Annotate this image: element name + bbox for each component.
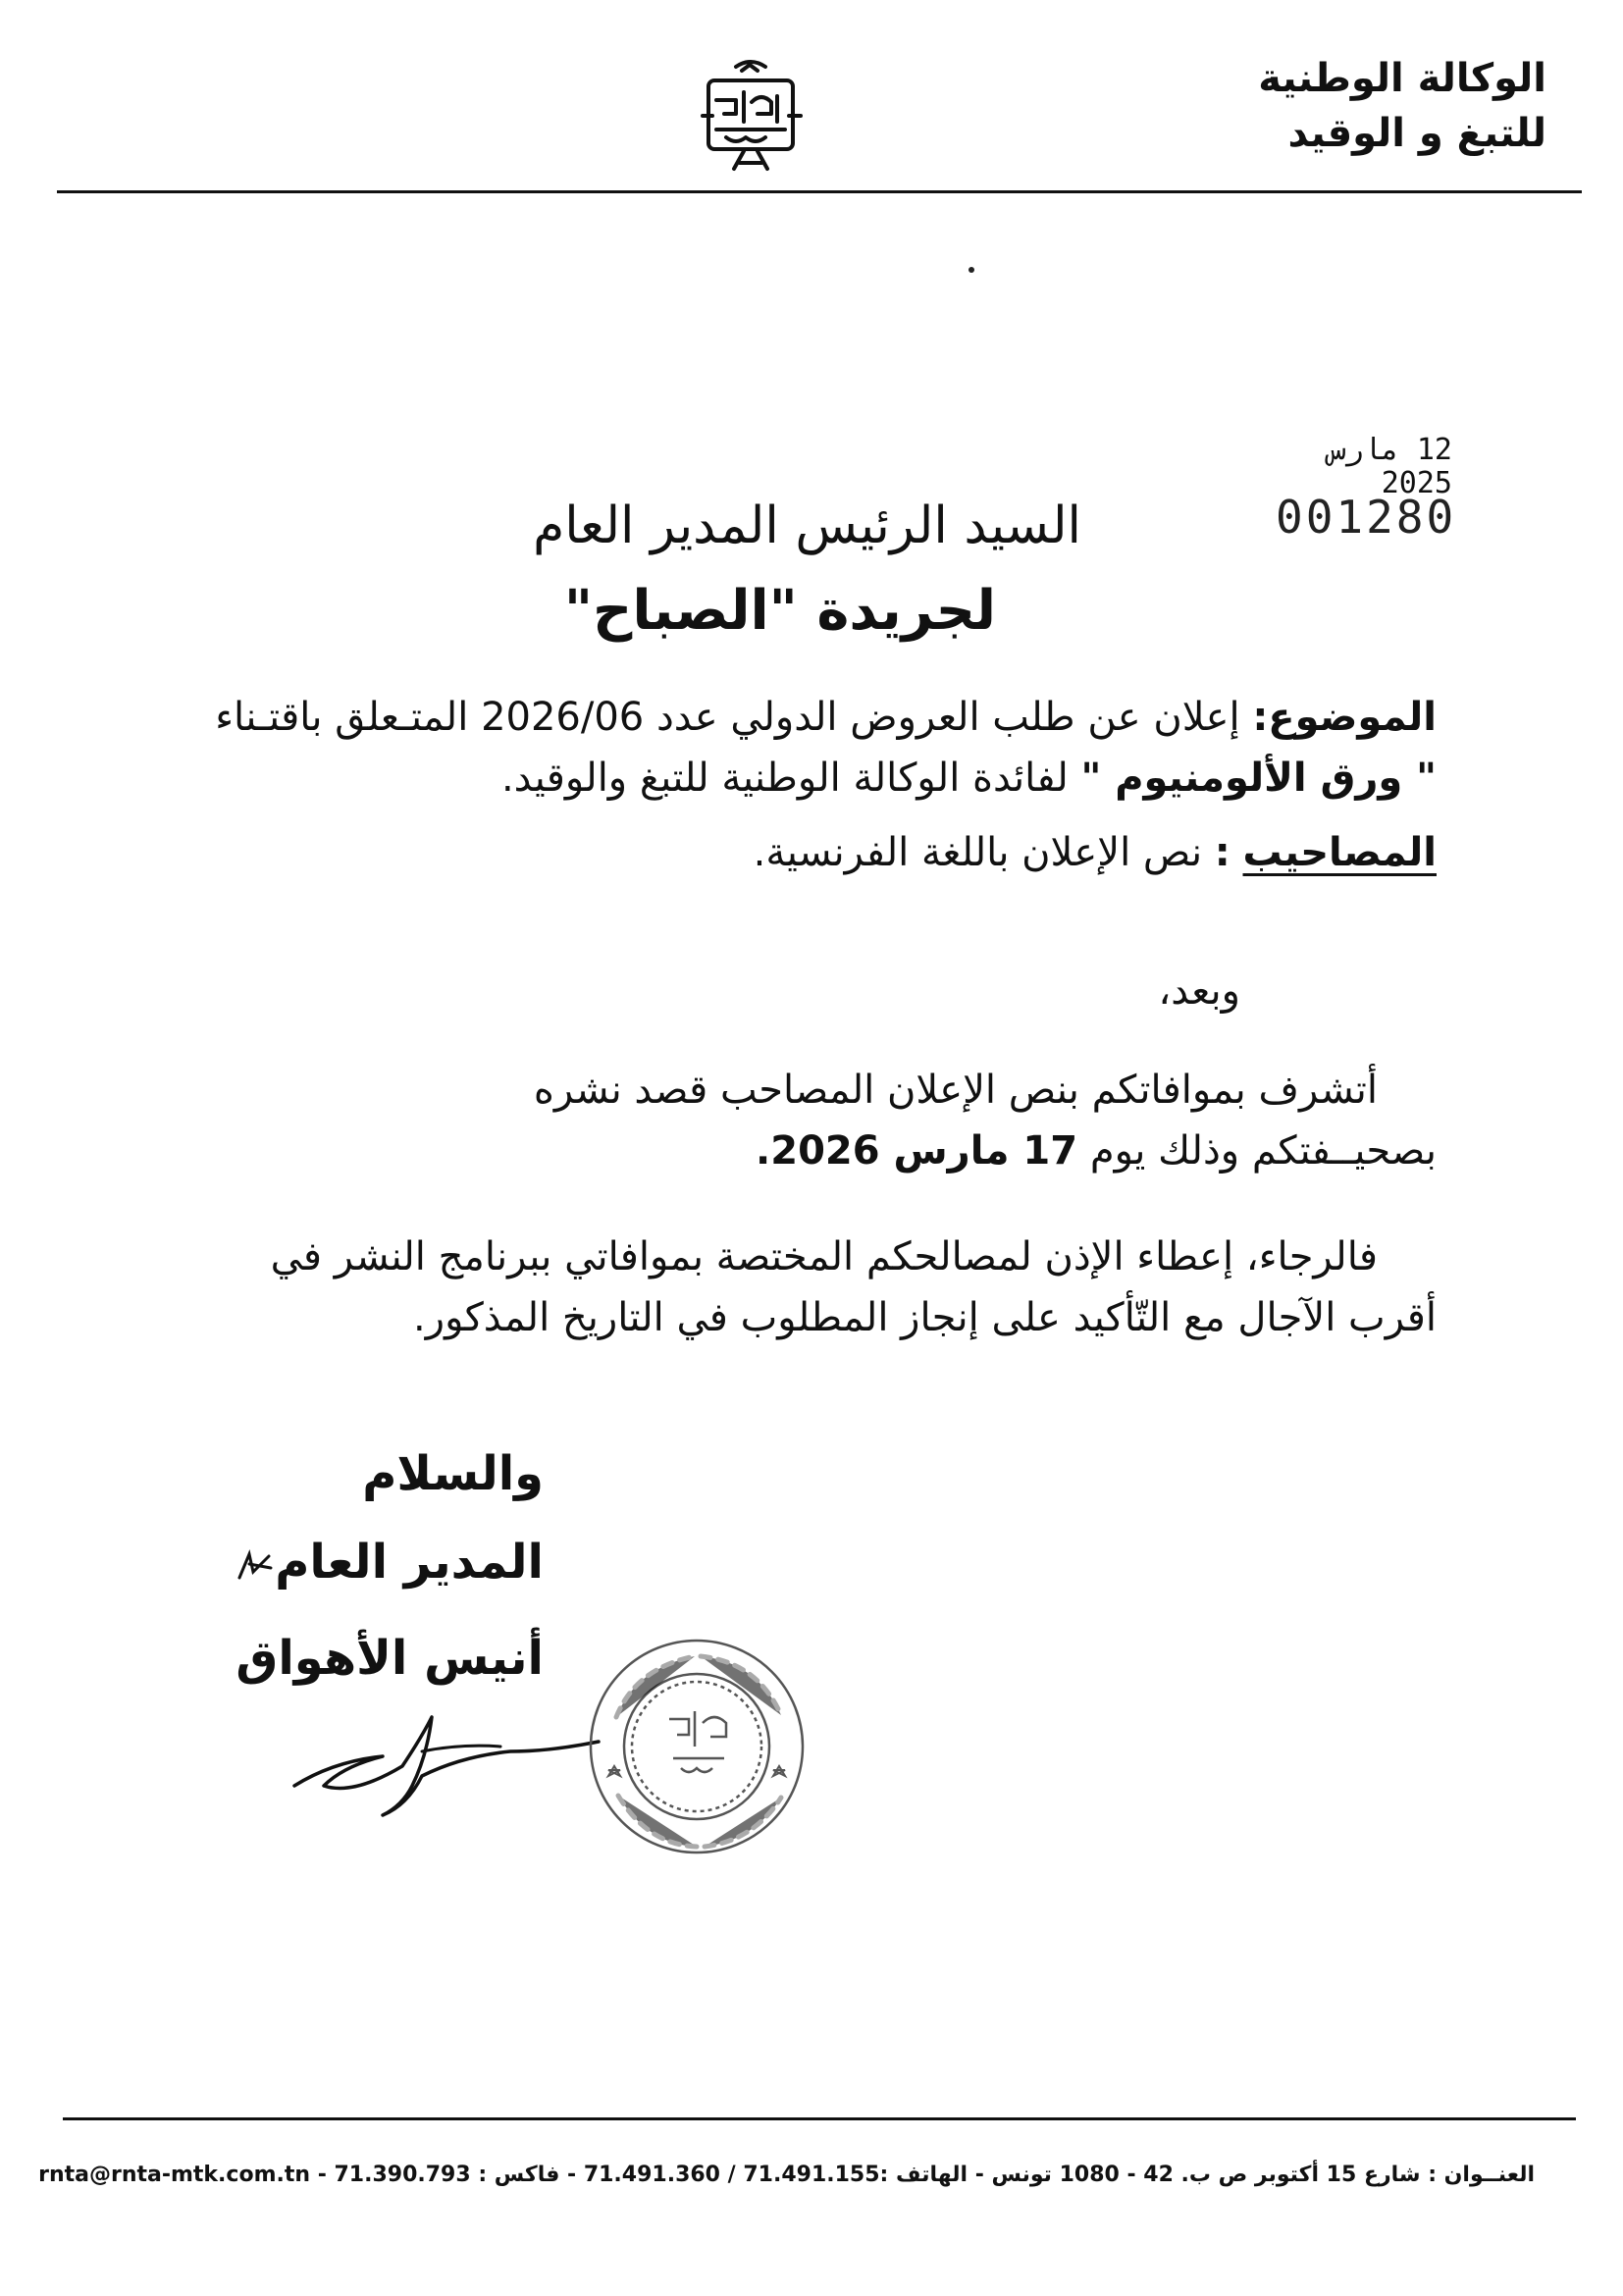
body-p2-line2: أقرب الآجال مع التّأكيد على إنجاز المطلوب في التاريخ المذكور. [413, 1295, 1437, 1340]
publication-date: 17 مارس 2026. [756, 1128, 1078, 1174]
subject-label: الموضوع: [1252, 695, 1437, 740]
signatory-title-text: المدير العام [275, 1535, 544, 1590]
speck-mark [969, 267, 974, 273]
attachments-line [181, 822, 1437, 883]
attachments-label: المصاحيب [1242, 830, 1437, 875]
attachments-separator: : [1214, 830, 1230, 875]
organization-name-line2: للتبغ و الوقيد [1287, 111, 1546, 156]
subject-line2 [181, 748, 1437, 809]
body-p1-line2-text: بصحيــفتكم وذلك يوم [1089, 1128, 1437, 1174]
organization-name-line1: الوكالة الوطنية [1258, 56, 1546, 101]
footer-address: العنــوان : شارع 15 أكتوبر ص ب. 42 - 1080 تونس - الهاتف :71.491.155 / 71.491.360 - فاكس : 71.390.793 - rnta@rnta-mtk.com.tn [38, 2163, 1535, 2187]
subject-line1 [181, 687, 1437, 748]
subject-text-line1: إعلان عن طلب العروض الدولي عدد 2026/06 المتـعلق باقتـناء [215, 695, 1240, 740]
addressee-newspaper: لجريدة "الصباح" [563, 579, 996, 643]
footer-divider [63, 2117, 1576, 2120]
body-p2-line1: فالرجاء، إعطاء الإذن لمصالحكم المختصة بموافاتي ببرنامج النشر في [270, 1234, 1378, 1279]
closing-salutation: والسلام [362, 1446, 544, 1501]
subject-item-name: " ورق الألومنيوم " [1080, 756, 1437, 801]
official-seal-icon [579, 1629, 814, 1864]
initial-mark-icon [236, 1548, 275, 1582]
subject-block [181, 687, 1437, 883]
header-divider [57, 190, 1582, 193]
greeting: وبعد، [1158, 968, 1240, 1014]
attachments-text: نص الإعلان باللغة الفرنسية. [753, 830, 1203, 875]
body-paragraph-2 [181, 1226, 1437, 1348]
signatory-name: أنيس الأهواق [236, 1631, 544, 1686]
reference-number-stamp: 001280 [1276, 491, 1457, 544]
body-p1-line1: أتشرف بموافاتكم بنص الإعلان المصاحب قصد نشره [533, 1068, 1378, 1113]
handwritten-signature-icon [285, 1707, 618, 1825]
body-paragraph-1 [181, 1060, 1437, 1181]
subject-text-line2: لفائدة الوكالة الوطنية للتبغ والوقيد. [500, 756, 1069, 801]
agency-logo-icon [687, 57, 814, 179]
signatory-title [232, 1533, 544, 1592]
date-stamp: 12 مارس 2025 [1328, 433, 1452, 500]
organization-name [1258, 51, 1546, 161]
addressee-title: السيد الرئيس المدير العام [533, 496, 1081, 555]
body-p1-line2 [181, 1121, 1437, 1181]
